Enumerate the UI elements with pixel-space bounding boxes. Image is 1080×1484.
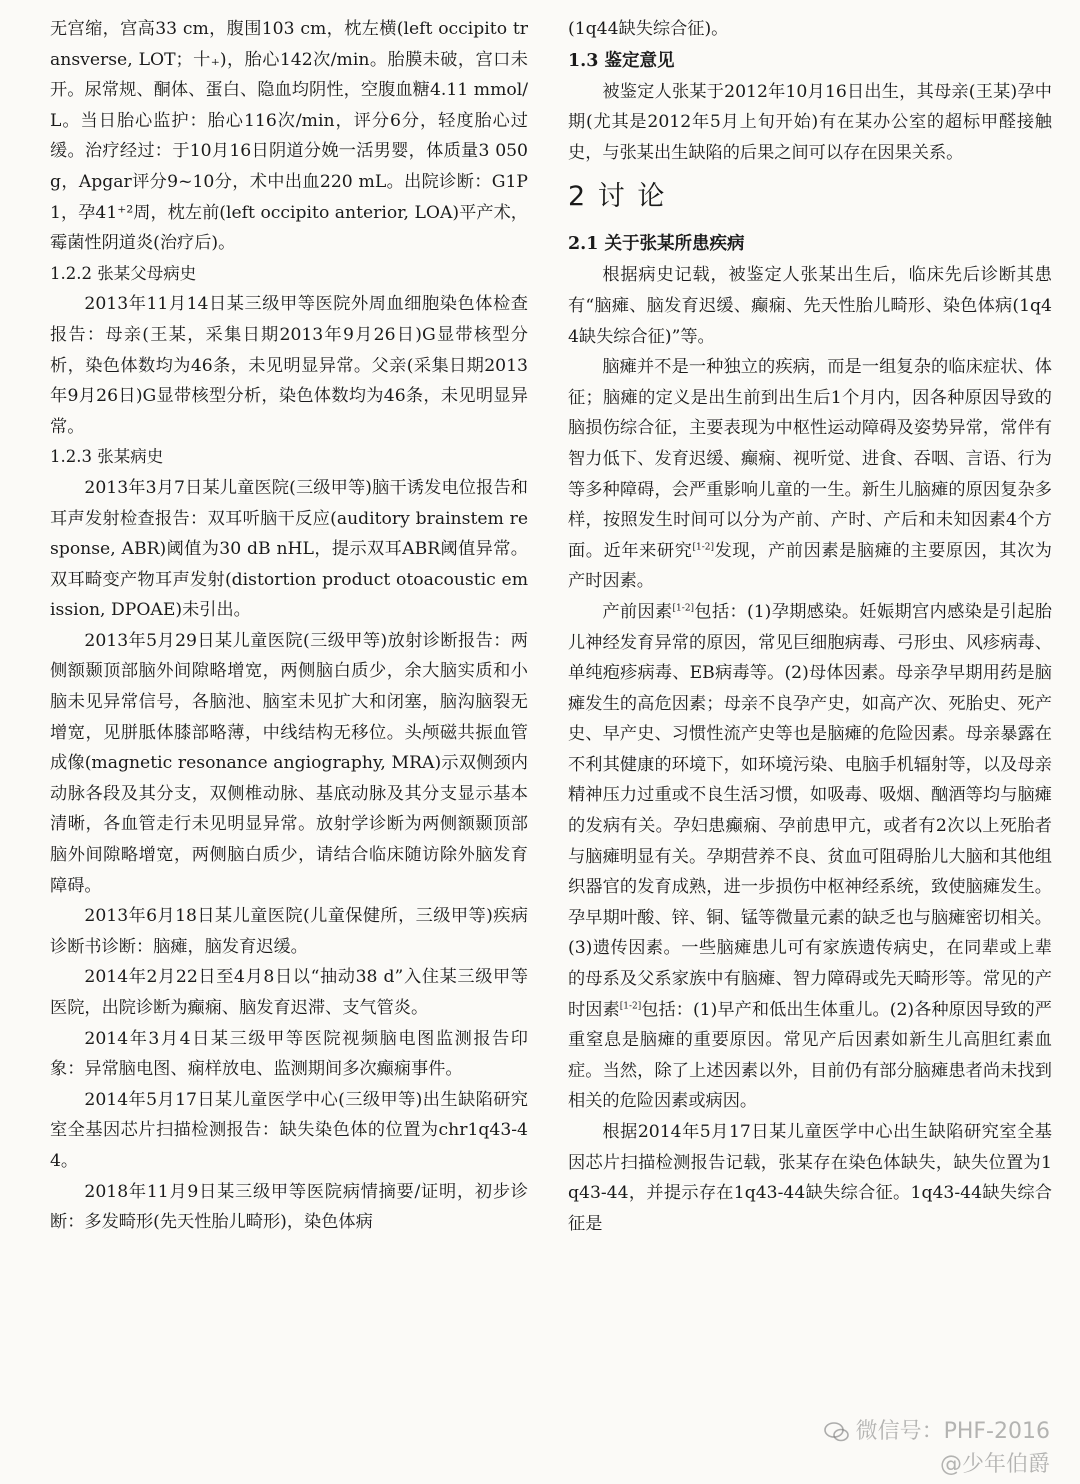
heading-2-1: 2.1 关于张某所患疾病 [568,234,745,255]
heading-1-2-2: 1.2.2 张某父母病史 [50,263,197,283]
paragraph-prenatal-factors [568,597,1052,1117]
paragraph-cp-diagnosis: 2013年6月18日某儿童医院(儿童保健所，三级甲等)疾病诊断书诊断：脑瘫，脑发育迟缓。 [50,906,528,957]
heading-1-3: 1.3 鉴定意见 [568,50,675,71]
heading-1-2-3: 1.2.3 张某病史 [50,447,164,467]
watermark-weibo-handle: @少年伯爵 [939,1452,1050,1477]
prenatal-factors-text: 包括：(1)孕期感染。妊娠期宫内感染是引起胎儿神经发育异常的原因，常见巨细胞病毒、弓形虫、风疹病毒、单纯疱疹病毒、EB病毒等。(2)母体因素。母亲孕早期用药是脑瘫发生的高危因素；母亲不良孕产史，如高产次、死胎史、死产史、早产史、习惯性流产史等也是脑瘫的危险因素。母亲暴露在不利其健康的环境下，如环境污染、电脑手机辐射等，以及母亲精神压力过重或不良生活习惯，如吸毒、吸烟、酗酒等均与脑瘫的发病有关。孕妇患癫痫、孕前患甲亢，或者有2次以上死胎者与脑瘫明显有关。孕期营养不良、贫血可阻碍胎儿大脑和其他组织器官的发育成熟，进一步损伤中枢神经系统，致使脑瘫发生。孕早期叶酸、锌、铜、锰等微量元素的缺乏也与脑瘫密切相关。(3)遗传因素。一些脑瘫患儿可有家族遗传病史，在同辈或上辈的母系及父系家族中有脑瘫、智力障碍或先天畸形等。常见的产时因素 [568,601,1052,1020]
paragraph-eeg-report: 2014年3月4日某三级甲等医院视频脑电图监测报告印象：异常脑电图、痫样放电、监测期间多次癫痫事件。 [50,1028,528,1080]
cp-definition-text-end: 发现，产前因素是脑瘫的主要原因，其次为产时因素。 [568,540,1052,592]
paragraph-continuation: (1q44缺失综合征)。 [568,19,729,39]
heading-2-discussion: 2 讨 论 [568,181,667,213]
right-column [568,14,1052,1239]
paragraph-cp-definition [568,352,1052,597]
prenatal-factors-text-end: 包括：(1)早产和低出生体重儿。(2)各种原因导致的严重窒息是脑瘫的重要原因。常见产后因素如新生儿高胆红素血症。当然，除了上述因素以外，目前仍有部分脑瘫患者尚未找到相关的危险因素或病因。 [568,999,1052,1112]
paragraph-gene-chip-report: 2014年5月17日某儿童医学中心(三级甲等)出生缺陷研究室全基因芯片扫描检测报告：缺失染色体的位置为chr1q43-44。 [50,1089,528,1171]
left-column [50,14,528,1238]
paragraph-expert-opinion: 被鉴定人张某于2012年10月16日出生，其母亲(王某)孕中期(尤其是2012年5月上旬开始)有在某办公室的超标甲醛接触史，与张某出生缺陷的后果之间可以存在因果关系。 [568,81,1052,163]
paragraph-delivery-record: 无宫缩，宫高33 cm，腹围103 cm，枕左横(left occipito transverse, LOT；十₊)，胎心142次/min。胎膜未破，宫口未开。尿常规、酮体、蛋白、隐血均阴性，空腹血糖4.11 mmol/L。当日胎心监护：胎心116次/min，评分6分，轻度胎心过缓。治疗经过：于10月16日阴道分娩一活男婴，体质量3 050 g，Apgar评分9~10分，术中出血220 mL。出院诊断：G1P1，孕41⁺²周，枕左前(left occipito anterior, LOA)平产术，霉菌性阴道炎(治疗后)。 [50,19,528,254]
citation-ref: [1-2] [672,603,695,614]
paragraph-radiology-report: 2013年5月29日某儿童医院(三级甲等)放射诊断报告：两侧额颞顶部脑外间隙略增宽，两侧脑白质少，余大脑实质和小脑未见异常信号，各脑池、脑室未见扩大和闭塞，脑沟脑裂无增宽，见胼胝体膝部略薄，中线结构无移位。头颅磁共振血管成像(magnetic resonance angiography, MRA)示双侧颈内动脉各段及其分支，双侧椎动脉、基底动脉及其分支显示基本清晰，各血管走行未见明显异常。放射学诊断为两侧额颞顶部脑外间隙略增宽，两侧脑白质少，请结合临床随访除外脑发育障碍。 [50,630,528,896]
watermark [824,1414,1050,1478]
cp-definition-text: 脑瘫并不是一种独立的疾病，而是一组复杂的临床症状、体征；脑瘫的定义是出生前到出生后1个月内，因各种原因导致的脑损伤综合征，主要表现为中枢性运动障碍及姿势异常，常伴有智力低下、发育迟缓、癫痫、视听觉、进食、吞咽、言语、行为等多种障碍，会严重影响儿童的一生。新生儿脑瘫的原因复杂多样，按照发生时间可以分为产前、产时、产后和未知因素4个方面。近年来研究 [568,357,1052,561]
paragraph-diagnosis-history: 根据病史记载，被鉴定人张某出生后，临床先后诊断其患有“脑瘫、脑发育迟缓、癫痫、先天性胎儿畸形、染色体病(1q44缺失综合征)”等。 [568,265,1052,347]
citation-ref: [1-2] [619,1000,642,1011]
paragraph-deletion-syndrome: 根据2014年5月17日某儿童医学中心出生缺陷研究室全基因芯片扫描检测报告记载，张某存在染色体缺失，缺失位置为1q43-44，并提示存在1q43-44缺失综合征。1q43-44缺失综合征是 [568,1122,1052,1234]
wechat-icon [824,1422,850,1442]
paragraph-hospitalization: 2014年2月22日至4月8日以“抽动38 d”入住某三级甲等医院，出院诊断为癫痫、脑发育迟滞、支气管炎。 [50,967,528,1018]
paragraph-parents-history: 2013年11月14日某三级甲等医院外周血细胞染色体检查报告：母亲(王某，采集日期2013年9月26日)G显带核型分析，染色体数均为46条，未见明显异常。父亲(采集日期2013年9月26日)G显带核型分析，染色体数均为46条，未见明显异常。 [50,294,528,437]
paragraph-2018-summary: 2018年11月9日某三级甲等医院病情摘要/证明，初步诊断：多发畸形(先天性胎儿畸形)，染色体病 [50,1181,528,1233]
prenatal-factors-lead: 产前因素 [602,601,673,622]
citation-ref: [1-2] [692,541,715,552]
watermark-wechat-id: 微信号：PHF-2016 [855,1419,1050,1444]
paragraph-abr-report: 2013年3月7日某儿童医院(三级甲等)脑干诱发电位报告和耳声发射检查报告：双耳听脑干反应(auditory brainstem response, ABR)阈值为30 dB nHL，提示双耳ABR阈值异常。双耳畸变产物耳声发射(distortion product otoacoustic emission, DPOAE)未引出。 [50,477,528,621]
